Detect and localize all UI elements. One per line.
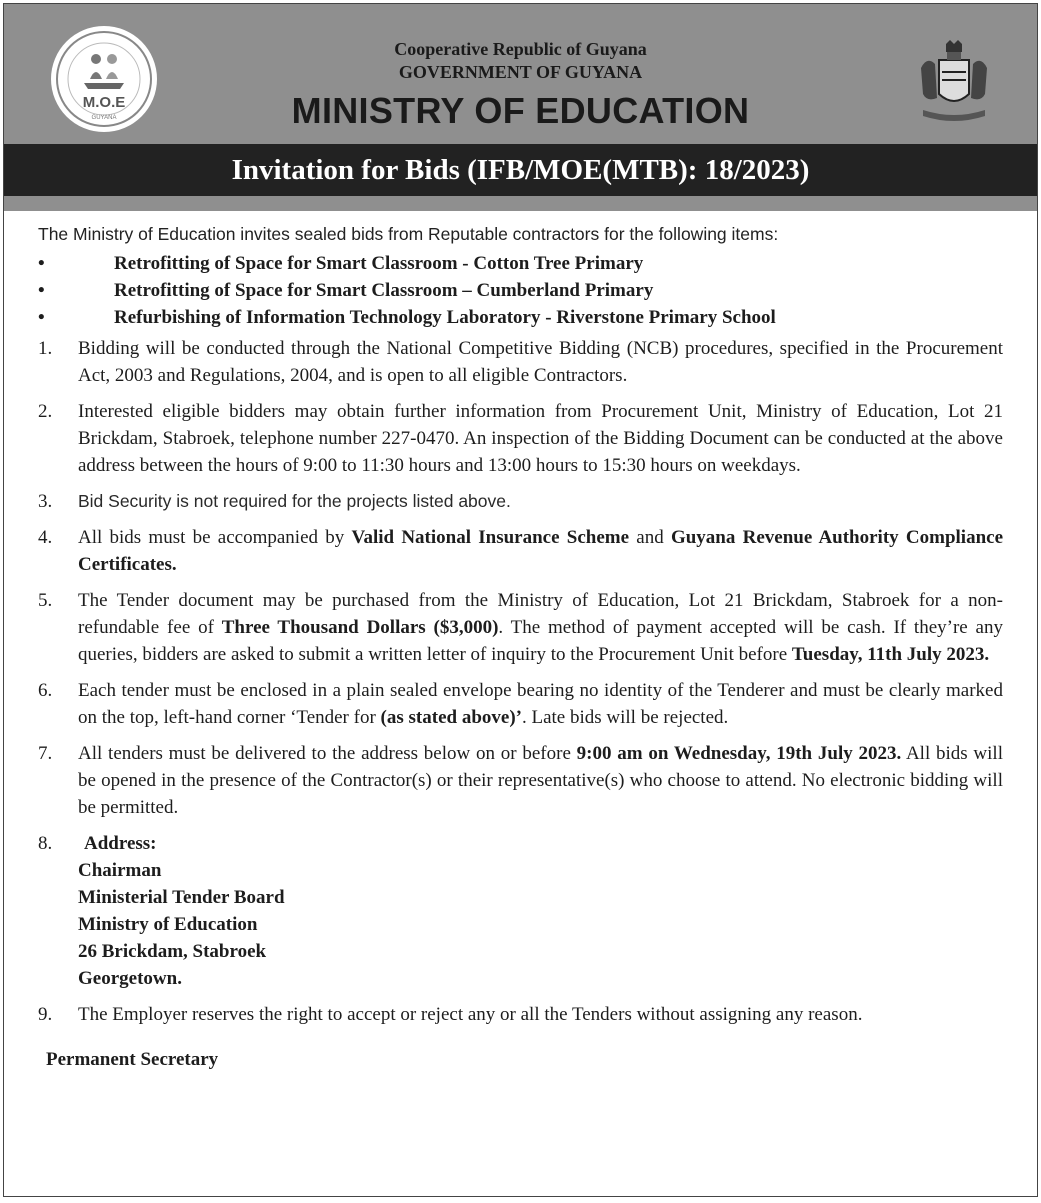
term-3: 3. Bid Security is not required for the projects listed above. (38, 491, 511, 512)
term-1: 1. Bidding will be conducted through the National Competitive Bidding (NCB) procedures, specified in the Procurement Act, 2003 and Regulations, 2004, and is open to all eligible Contractors. (38, 338, 1003, 386)
logo-bottom-text: GUYANA (91, 115, 117, 121)
bullet-icon: • (38, 280, 45, 301)
address-line: Ministerial Tender Board (78, 887, 285, 908)
bullet-icon: • (38, 307, 45, 328)
ministry-title: MINISTRY OF EDUCATION (291, 90, 750, 131)
coat-of-arms-icon (913, 38, 995, 130)
list-item: • Retrofitting of Space for Smart Classroom – Cumberland Primary (38, 277, 1003, 304)
title-bar (4, 144, 1037, 196)
term-7: 7. All tenders must be delivered to the address below on or before 9:00 am on Wednesday, 19th July 2023. All bids will be opened in the presence of the Contractor(s) or their representative(s) who choose to attend. No electronic bidding will be permitted. (38, 743, 1003, 818)
address-line: Chairman (78, 860, 162, 881)
address-line: Ministry of Education (78, 914, 258, 935)
divider-strip (4, 196, 1037, 211)
term-8-address: 8. Address: Chairman Ministerial Tender Board Ministry of Education 26 Brickdam, Stabroek Georgetown. (38, 830, 1003, 992)
term-4: 4. All bids must be accompanied by Valid National Insurance Scheme and Guyana Revenue Authority Compliance Certificates. (38, 527, 1004, 575)
advertisement-page (3, 3, 1038, 1197)
term-2: 2. Interested eligible bidders may obtain further information from Procurement Unit, Ministry of Education, Lot 21 Brickdam, Stabroek, telephone number 227-0470. An inspection of the Bidding Document can be conducted at the above address between the hours of 9:00 to 11:30 hours and 13:00 hours to 15:30 hours on weekdays. (38, 401, 1003, 476)
header-line-2: GOVERNMENT OF GUYANA (398, 62, 643, 82)
signature: Permanent Secretary (46, 1049, 219, 1070)
terms-list (38, 335, 1003, 1028)
address-line: Georgetown. (78, 968, 182, 989)
logo-text: M.O.E (82, 94, 126, 111)
header (4, 4, 1037, 144)
term-6: 6. Each tender must be enclosed in a plain sealed envelope bearing no identity of the Tenderer and must be clearly marked on the top, left-hand corner ‘Tender for (as stated above)’. Late bids will be rejected. (38, 680, 1003, 728)
term-9: 9. The Employer reserves the right to accept or reject any or all the Tenders without assigning any reason. (38, 1004, 863, 1025)
list-item: • Retrofitting of Space for Smart Classroom - Cotton Tree Primary (38, 250, 1003, 277)
term-5: 5. The Tender document may be purchased from the Ministry of Education, Lot 21 Brickdam, Stabroek for a non-refundable fee of Three Thousand Dollars ($3,000). The method of payment accepted will be cash. If they’re any queries, bidders are asked to submit a written letter of inquiry to the Procurement Unit before Tuesday, 11th July 2023. (38, 590, 1003, 665)
bid-items-list (38, 250, 1003, 331)
address-line: 26 Brickdam, Stabroek (78, 941, 267, 962)
body-content (4, 221, 1037, 1073)
header-line-1: Cooperative Republic of Guyana (394, 39, 647, 59)
list-item: • Refurbishing of Information Technology Laboratory - Riverstone Primary School (38, 304, 1003, 331)
bullet-icon: • (38, 253, 45, 274)
intro-paragraph: The Ministry of Education invites sealed bids from Reputable contractors for the following items: (38, 224, 779, 244)
bid-title: Invitation for Bids (IFB/MOE(MTB): 18/2023) (231, 153, 810, 186)
address-heading: Address: (84, 833, 157, 854)
